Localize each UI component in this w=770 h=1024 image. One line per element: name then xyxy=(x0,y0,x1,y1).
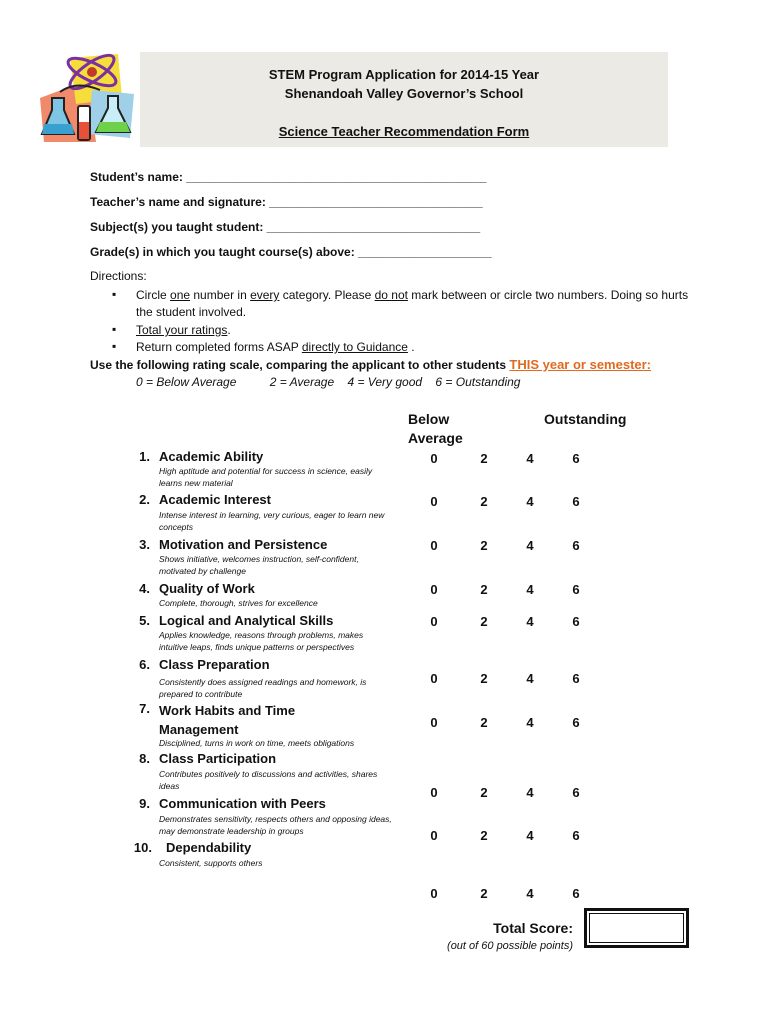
category-description: Applies knowledge, reasons through problems, makes intuitive leaps, finds unique patterns or perspectives xyxy=(159,630,364,652)
rating-option[interactable]: 4 xyxy=(526,614,534,629)
rating-option[interactable]: 4 xyxy=(526,451,534,466)
rating-option[interactable]: 6 xyxy=(572,614,580,629)
bullet-icon: ▪ xyxy=(112,322,117,336)
rating-option[interactable]: 6 xyxy=(572,582,580,597)
rating-option[interactable]: 4 xyxy=(526,582,534,597)
rating-option[interactable]: 2 xyxy=(480,785,488,800)
rating-option[interactable]: 2 xyxy=(480,671,488,686)
category-description: Consistent, supports others xyxy=(159,858,263,868)
category-number: 8. xyxy=(139,751,150,766)
rating-option[interactable]: 0 xyxy=(430,614,438,629)
scale-emphasis: THIS year or semester: xyxy=(509,357,652,372)
rating-option[interactable]: 0 xyxy=(430,828,438,843)
category-description: Intense interest in learning, very curious, eager to learn new concepts xyxy=(159,510,385,532)
rating-option[interactable]: 6 xyxy=(572,828,580,843)
rating-option[interactable]: 0 xyxy=(430,785,438,800)
rating-option[interactable]: 0 xyxy=(430,715,438,730)
category-description: High aptitude and potential for success in science, easily learns new material xyxy=(159,466,373,488)
category-description: Demonstrates sensitivity, respects others and opposing ideas, may demonstrate leadership in groups xyxy=(159,814,392,836)
rating-option[interactable]: 4 xyxy=(526,494,534,509)
category-description: Contributes positively to discussions and activities, shares ideas xyxy=(159,769,378,791)
grades-taught-field[interactable]: Grade(s) in which you taught course(s) above: ____________________ xyxy=(90,245,492,259)
rating-scale-legend: 0 = Below Average 2 = Average 4 = Very good 6 = Outstanding xyxy=(136,375,521,389)
rating-option[interactable]: 4 xyxy=(526,715,534,730)
teacher-name-signature-field[interactable]: Teacher’s name and signature: ________________________________ xyxy=(90,195,483,209)
rating-option[interactable]: 2 xyxy=(480,582,488,597)
total-score-subtitle: (out of 60 possible points) xyxy=(447,940,573,952)
school-name: Shenandoah Valley Governor’s School xyxy=(284,86,524,101)
category-description: Complete, thorough, strives for excellence xyxy=(159,598,318,608)
rating-option[interactable]: 0 xyxy=(430,582,438,597)
rating-option[interactable]: 0 xyxy=(430,451,438,466)
category-title: Academic Interest xyxy=(159,492,271,507)
direction-return-forms: Return completed forms ASAP directly to Guidance . xyxy=(136,340,415,354)
category-number: 9. xyxy=(139,796,150,811)
category-number: 2. xyxy=(139,492,150,507)
category-title: Dependability xyxy=(166,840,252,855)
rating-option[interactable]: 2 xyxy=(480,494,488,509)
column-outstanding: Outstanding xyxy=(544,411,627,427)
rating-option[interactable]: 4 xyxy=(526,828,534,843)
rating-option[interactable]: 0 xyxy=(430,671,438,686)
direction-total-ratings: Total your ratings. xyxy=(136,323,231,337)
rating-option[interactable]: 2 xyxy=(480,886,488,901)
rating-option[interactable]: 6 xyxy=(572,538,580,553)
form-header xyxy=(140,52,668,147)
category-title: Work Habits and Time Management xyxy=(159,703,296,737)
category-number: 6. xyxy=(139,657,150,672)
rating-option[interactable]: 4 xyxy=(526,538,534,553)
rating-option[interactable]: 6 xyxy=(572,715,580,730)
rating-option[interactable]: 0 xyxy=(430,886,438,901)
category-number: 7. xyxy=(139,701,150,716)
category-description: Disciplined, turns in work on time, meets obligations xyxy=(159,738,355,748)
student-name-field[interactable]: Student’s name: _____________________________________________ xyxy=(90,170,487,184)
rating-option[interactable]: 6 xyxy=(572,494,580,509)
column-below-average: Below Average xyxy=(408,411,463,446)
category-title: Motivation and Persistence xyxy=(159,537,328,552)
directions-label: Directions: xyxy=(90,269,147,283)
rating-option[interactable]: 4 xyxy=(526,671,534,686)
rating-option[interactable]: 6 xyxy=(572,886,580,901)
program-title: STEM Program Application for 2014-15 Year xyxy=(268,67,540,82)
subjects-taught-field[interactable]: Subject(s) you taught student: ________________________________ xyxy=(90,220,481,234)
total-score-box[interactable] xyxy=(584,908,689,948)
category-description: Shows initiative, welcomes instruction, self-confident, motivated by challenge xyxy=(159,554,359,576)
form-title: Science Teacher Recommendation Form xyxy=(278,124,530,139)
bullet-icon: ▪ xyxy=(112,339,117,353)
rating-option[interactable]: 0 xyxy=(430,538,438,553)
category-description: Consistently does assigned readings and homework, is prepared to contribute xyxy=(159,677,367,699)
rating-option[interactable]: 4 xyxy=(526,886,534,901)
rating-option[interactable]: 4 xyxy=(526,785,534,800)
rating-option[interactable]: 6 xyxy=(572,451,580,466)
category-number: 4. xyxy=(139,581,150,596)
rating-option[interactable]: 2 xyxy=(480,828,488,843)
rating-option[interactable]: 6 xyxy=(572,671,580,686)
rating-option[interactable]: 2 xyxy=(480,451,488,466)
category-title: Logical and Analytical Skills xyxy=(159,613,334,628)
rating-scale-heading: Use the following rating scale, comparing the applicant to other students THIS year or semester: xyxy=(90,357,652,372)
rating-option[interactable]: 6 xyxy=(572,785,580,800)
rating-option[interactable]: 2 xyxy=(480,538,488,553)
category-number: 10. xyxy=(133,840,152,855)
category-title: Communication with Peers xyxy=(159,796,326,811)
total-score-label: Total Score: xyxy=(493,920,573,936)
rating-option[interactable]: 2 xyxy=(480,715,488,730)
category-title: Quality of Work xyxy=(159,581,255,596)
category-number: 3. xyxy=(139,537,150,552)
rating-option[interactable]: 2 xyxy=(480,614,488,629)
category-number: 1. xyxy=(139,449,150,464)
rating-option[interactable]: 0 xyxy=(430,494,438,509)
category-title: Class Participation xyxy=(159,751,277,766)
bullet-icon: ▪ xyxy=(112,287,117,301)
direction-circle-one: Circle one number in every category. Please do not mark between or circle two numbers. Doing so hurts the student involved. xyxy=(136,288,689,319)
category-number: 5. xyxy=(139,613,150,628)
category-title: Academic Ability xyxy=(159,449,264,464)
category-title: Class Preparation xyxy=(159,657,270,672)
science-lab-clipart-icon xyxy=(30,50,140,145)
